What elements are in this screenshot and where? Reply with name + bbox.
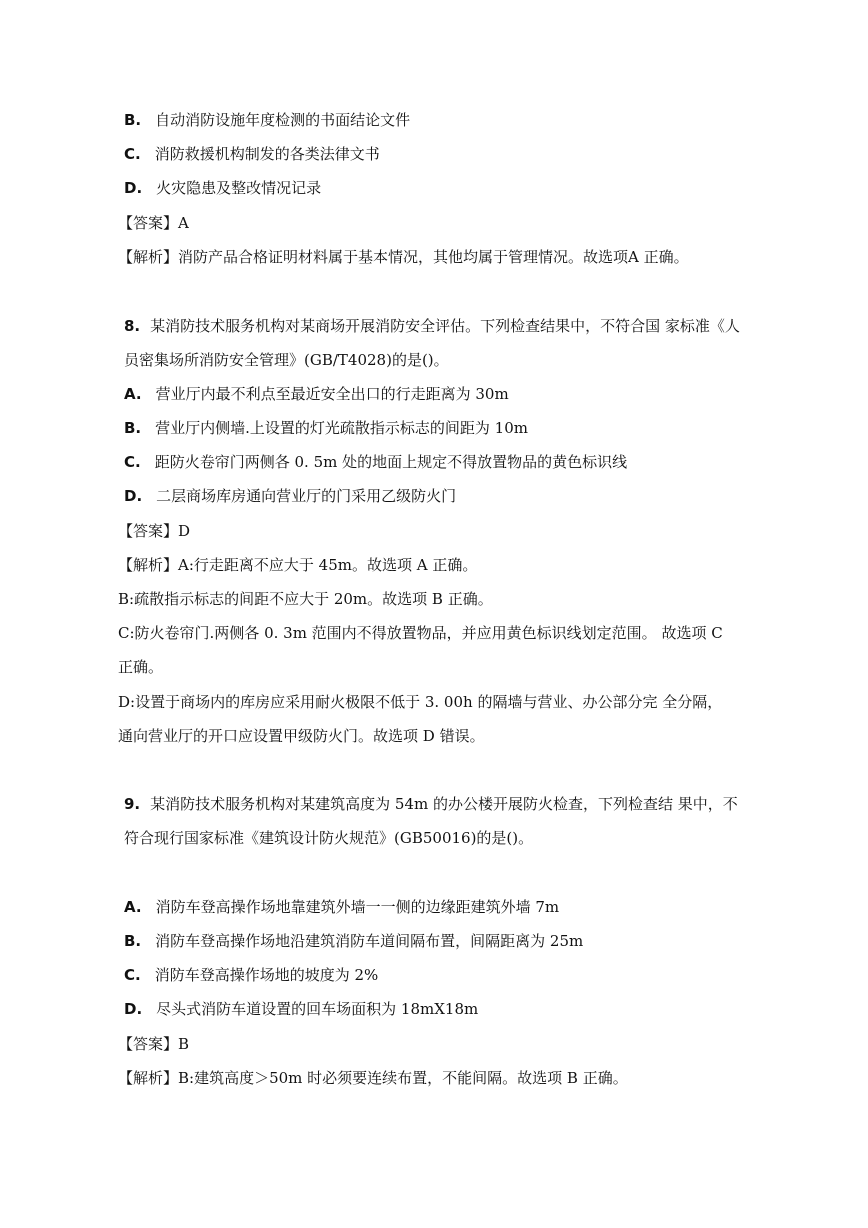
q9-answer: 【答案】B [118,1035,190,1053]
option-text: 距防火卷帘门两侧各 0. 5m 处的地面上规定不得放置物品的黄色标识线 [154,453,628,471]
option-letter: D. [124,487,143,505]
question-stem: 某消防技术服务机构对某建筑高度为 54m 的办公楼开展防火检查，下列检查结 果中，不 [150,795,738,813]
option-text: 消防车登高操作场地靠建筑外墙一一侧的边缘距建筑外墙 7m [155,898,560,916]
q8-option-b [124,418,528,438]
option-letter: C. [124,966,141,984]
option-letter: A. [124,898,142,916]
option-letter: B. [124,111,142,129]
option-letter: D. [124,179,143,197]
q8-analysis-d1: D:设置于商场内的库房应采用耐火极限不低于 3. 00h 的隔墙与营业、办公部分完 全分隔， [118,693,723,711]
q8-analysis-c1: C:防火卷帘门.两侧各 0. 3m 范围内不得放置物品，并应用黄色标识线划定范围。 故选项 C [118,624,723,642]
q8-analysis-d2: 通向营业厅的开口应设置甲级防火门。故选项 D 错误。 [118,727,485,745]
option-text: 消防救援机构制发的各类法律文书 [154,145,380,163]
q8-analysis-b: B:疏散指示标志的间距不应大于 20m。故选项 B 正确。 [118,590,493,608]
q8-stem-line1 [124,316,740,336]
q8-option-a [124,384,509,404]
option-text: 自动消防设施年度检测的书面结论文件 [155,111,411,129]
q8-option-c [124,452,627,472]
question-number: 9. [124,795,141,813]
q9-option-a [124,897,559,917]
q9-option-c [124,965,378,985]
option-letter: C. [124,453,141,471]
question-stem: 某消防技术服务机构对某商场开展消防安全评估。下列检查结果中，不符合国 家标准《人 [150,317,740,335]
q7-option-d [124,178,321,198]
option-text: 营业厅内侧墙.上设置的灯光疏散指示标志的间距为 10m [155,419,528,437]
q8-analysis-c2: 正确。 [118,658,164,676]
option-letter: D. [124,1000,143,1018]
q7-analysis: 【解析】消防产品合格证明材料属于基本情况，其他均属于管理情况。故选项A 正确。 [118,248,689,266]
q7-option-c [124,144,380,164]
q8-analysis-a: 【解析】A:行走距离不应大于 45m。故选项 A 正确。 [118,556,478,574]
q9-analysis: 【解析】B:建筑高度＞50m 时必须要连续布置，不能间隔。故选项 B 正确。 [118,1069,628,1087]
option-text: 营业厅内最不利点至最近安全出口的行走距离为 30m [155,385,509,403]
option-text: 火灾隐患及整改情况记录 [156,179,322,197]
q9-stem-line2: 符合现行国家标准《建筑设计防火规范》(GB50016)的是()。 [124,829,534,847]
q9-option-d [124,999,478,1019]
q8-option-d [124,486,456,506]
q8-stem-line2: 员密集场所消防安全管理》(GB/T4028)的是()。 [124,351,449,369]
q9-option-b [124,931,583,951]
option-text: 消防车登高操作场地沿建筑消防车道间隔布置，间隔距离为 25m [155,932,584,950]
option-letter: B. [124,932,142,950]
option-text: 二层商场库房通向营业厅的门采用乙级防火门 [156,487,457,505]
question-number: 8. [124,317,141,335]
option-text: 消防车登高操作场地的坡度为 2% [154,966,379,984]
q9-stem-line1 [124,794,738,814]
option-text: 尽头式消防车道设置的回车场面积为 18mX18m [156,1000,479,1018]
option-letter: C. [124,145,141,163]
q7-answer: 【答案】A [118,214,189,232]
q8-answer: 【答案】D [118,522,191,540]
q7-option-b [124,110,410,130]
option-letter: A. [124,385,142,403]
option-letter: B. [124,419,142,437]
